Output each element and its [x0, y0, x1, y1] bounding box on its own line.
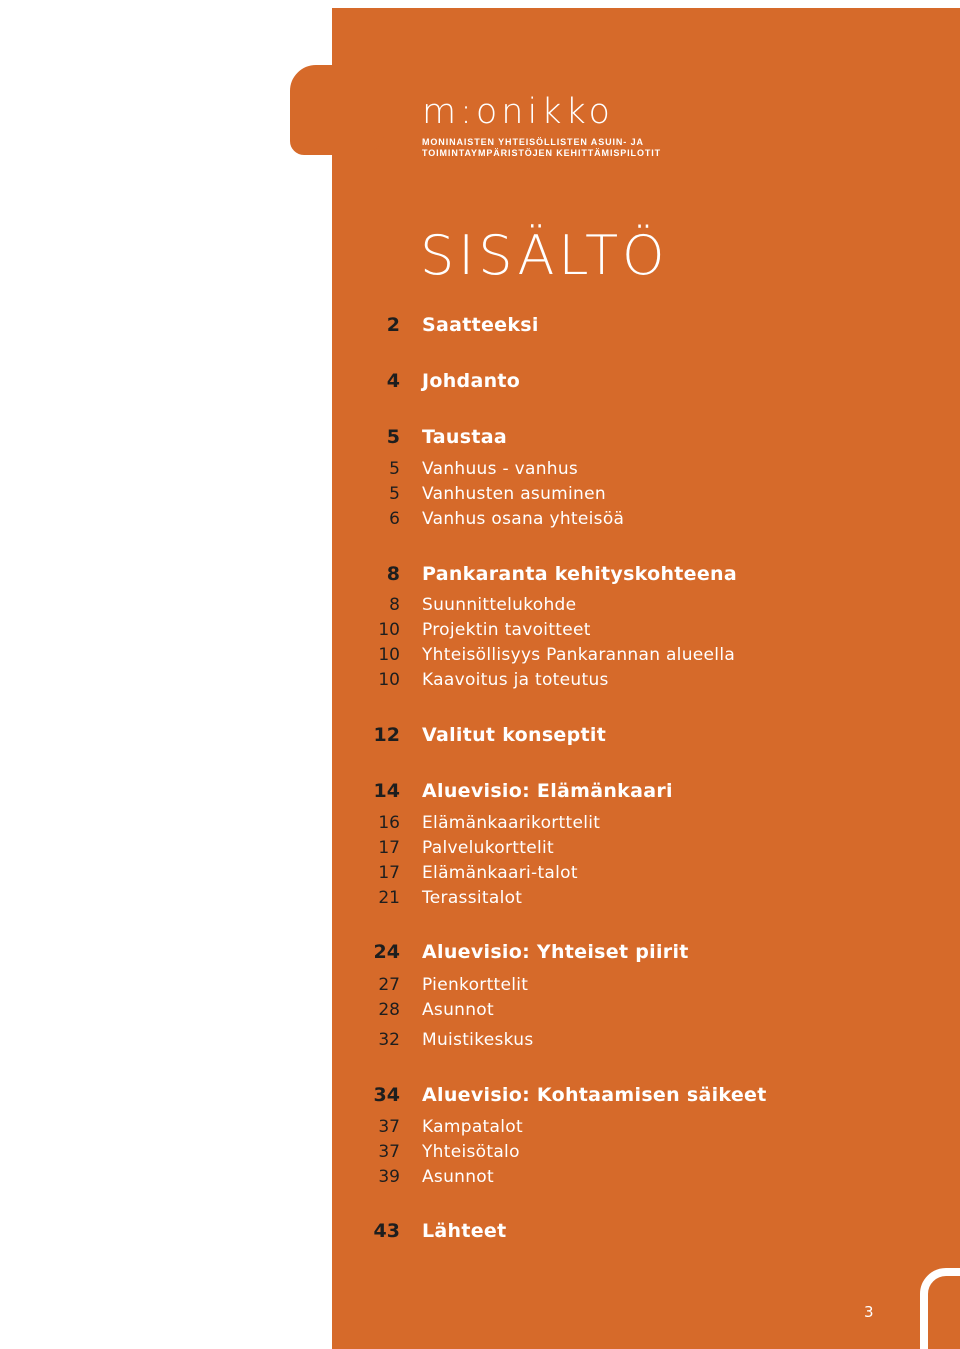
toc-page-number: 6 [389, 509, 400, 529]
toc-entry-title: Valitut konseptit [422, 724, 607, 746]
toc-page-number: 2 [386, 314, 400, 336]
toc-entry[interactable] [0, 643, 960, 667]
toc-page-number: 43 [373, 1220, 400, 1242]
toc-entry[interactable] [0, 940, 960, 964]
page-title: SISÄLTÖ [420, 224, 669, 287]
toc-entry[interactable] [0, 1165, 960, 1189]
toc-entry[interactable] [0, 779, 960, 803]
toc-entry-title: Asunnot [422, 1000, 494, 1020]
toc-page-number: 32 [378, 1030, 400, 1050]
toc-entry-title: Vanhusten asuminen [422, 484, 606, 504]
toc-page-number: 27 [378, 975, 400, 995]
toc-entry-title: Vanhuus - vanhus [422, 459, 579, 479]
toc-page-number: 5 [389, 459, 400, 479]
toc-entry-title: Elämänkaarikorttelit [422, 813, 601, 833]
toc-page-number: 17 [378, 838, 400, 858]
toc-entry-title: Saatteeksi [422, 314, 539, 336]
toc-page-number: 10 [378, 645, 400, 665]
toc-entry[interactable] [0, 1140, 960, 1164]
toc-entry-title: Aluevisio: Yhteiset piirit [422, 941, 689, 963]
toc-entry[interactable] [0, 369, 960, 393]
toc-page-number: 8 [389, 595, 400, 615]
toc-entry[interactable] [0, 1219, 960, 1243]
toc-entry[interactable] [0, 482, 960, 506]
toc-entry[interactable] [0, 1028, 960, 1052]
toc-entry-title: Muistikeskus [422, 1030, 534, 1050]
toc-entry[interactable] [0, 836, 960, 860]
toc-page-number: 8 [386, 563, 400, 585]
toc-page-number: 16 [378, 813, 400, 833]
toc-entry-title: Vanhus osana yhteisöä [422, 509, 625, 529]
toc-page-number: 28 [378, 1000, 400, 1020]
toc-page-number: 34 [373, 1084, 400, 1106]
logo-subtitle-line2: TOIMINTAYMPÄRISTÖJEN KEHITTÄMISPILOTIT [422, 148, 662, 158]
toc-entry[interactable] [0, 457, 960, 481]
toc-entry-title: Taustaa [422, 426, 507, 448]
toc-entry[interactable] [0, 998, 960, 1022]
toc-entry[interactable] [0, 1115, 960, 1139]
decorative-corner-hook [920, 1268, 960, 1349]
toc-page-number: 17 [378, 863, 400, 883]
toc-entry-title: Yhteisötalo [422, 1142, 520, 1162]
toc-page-number: 14 [373, 780, 400, 802]
toc-entry-title: Projektin tavoitteet [422, 620, 591, 640]
toc-entry[interactable] [0, 886, 960, 910]
logo-subtitle-line1: MONINAISTEN YHTEISÖLLISTEN ASUIN- JA [422, 137, 644, 147]
toc-entry-title: Elämänkaari-talot [422, 863, 578, 883]
toc-entry[interactable] [0, 723, 960, 747]
toc-entry-title: Aluevisio: Kohtaamisen säikeet [422, 1084, 767, 1106]
toc-page-number: 37 [378, 1117, 400, 1137]
toc-entry-title: Lähteet [422, 1220, 507, 1242]
toc-page-number: 37 [378, 1142, 400, 1162]
toc-page-number: 4 [386, 370, 400, 392]
logo-wordmark: m:onikko [422, 92, 614, 132]
toc-entry[interactable] [0, 562, 960, 586]
toc-entry-title: Suunnittelukohde [422, 595, 577, 615]
toc-entry-title: Asunnot [422, 1167, 494, 1187]
toc-entry[interactable] [0, 861, 960, 885]
toc-entry[interactable] [0, 618, 960, 642]
toc-page-number: 5 [386, 426, 400, 448]
toc-page-number: 12 [373, 724, 400, 746]
toc-entry[interactable] [0, 1083, 960, 1107]
toc-entry[interactable] [0, 593, 960, 617]
decorative-rounded-square [290, 65, 385, 155]
toc-entry[interactable] [0, 313, 960, 337]
toc-page-number: 10 [378, 670, 400, 690]
toc-page-number: 5 [389, 484, 400, 504]
toc-entry-title: Pienkorttelit [422, 975, 529, 995]
toc-entry-title: Kampatalot [422, 1117, 523, 1137]
page-number: 3 [864, 1303, 874, 1321]
toc-entry-title: Johdanto [422, 370, 521, 392]
toc-entry[interactable] [0, 425, 960, 449]
monikko-logo [422, 92, 661, 159]
toc-entry[interactable] [0, 973, 960, 997]
toc-entry-title: Yhteisöllisyys Pankarannan alueella [422, 645, 736, 665]
toc-page-number: 21 [378, 888, 400, 908]
toc-entry[interactable] [0, 811, 960, 835]
toc-page-number: 24 [373, 941, 400, 963]
toc-entry-title: Palvelukorttelit [422, 838, 554, 858]
toc-entry[interactable] [0, 668, 960, 692]
toc-entry[interactable] [0, 507, 960, 531]
toc-page-number: 10 [378, 620, 400, 640]
toc-entry-title: Aluevisio: Elämänkaari [422, 780, 673, 802]
toc-entry-title: Pankaranta kehityskohteena [422, 563, 737, 585]
toc-entry-title: Terassitalot [422, 888, 523, 908]
toc-entry-title: Kaavoitus ja toteutus [422, 670, 609, 690]
toc-page-number: 39 [378, 1167, 400, 1187]
